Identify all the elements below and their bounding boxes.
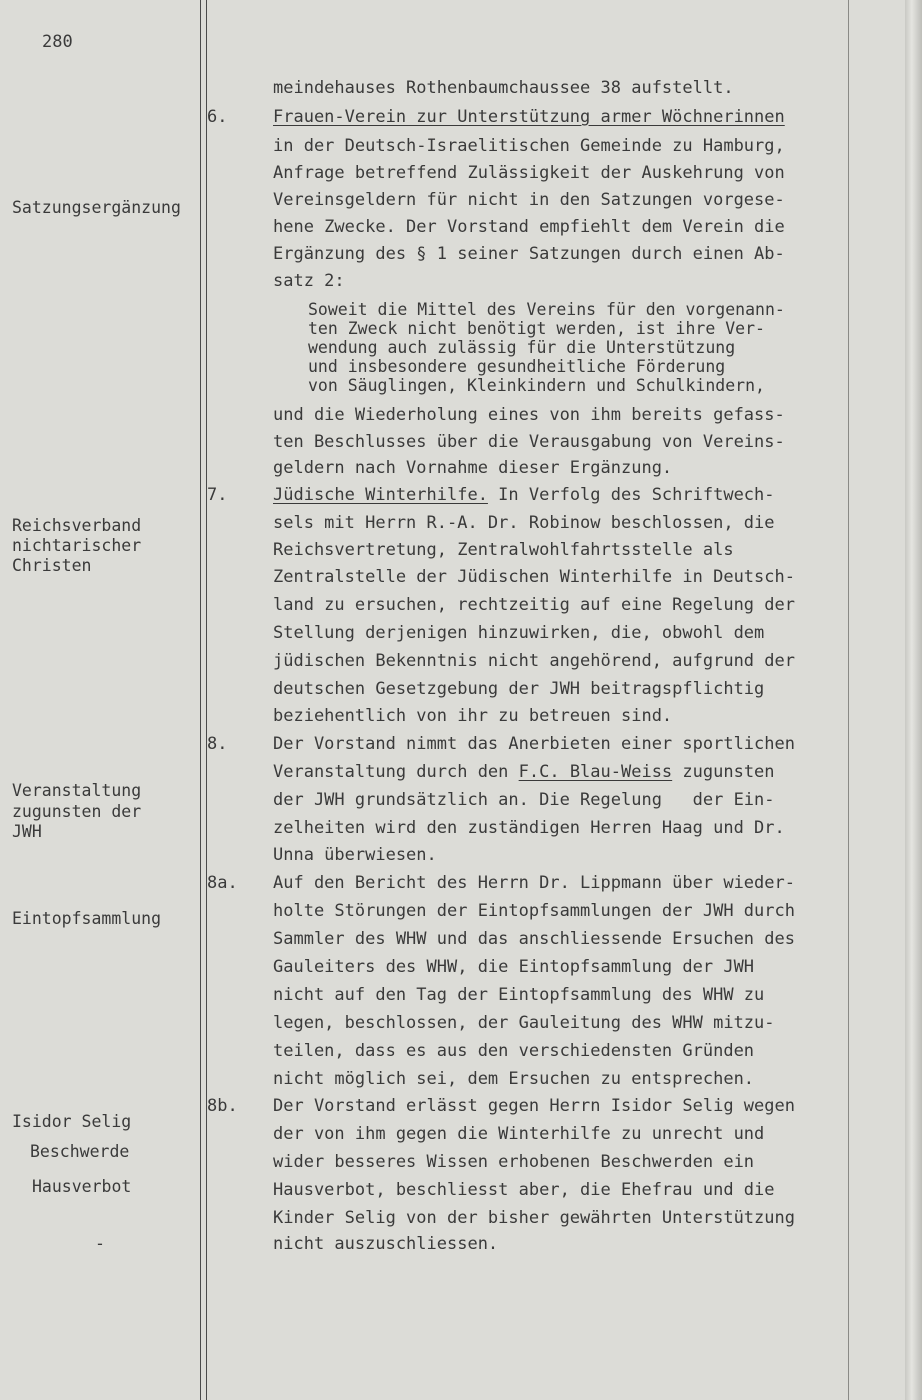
margin-note-jwh: JWH [12,822,42,841]
text-line: Auf den Bericht des Herrn Dr. Lippmann über wieder- [273,873,795,893]
text-line: zelheiten wird den zuständigen Herren Haag und Dr. [273,818,785,838]
item-number-8: 8. [207,734,228,754]
margin-note-veranstaltung: Veranstaltung [12,781,142,800]
page-edge [905,0,922,1400]
text-line: nicht auf den Tag der Eintopfsammlung des WHW zu [273,985,765,1005]
text-line: land zu ersuchen, rechtzeitig auf eine Regelung der [273,595,795,615]
text-line: ten Beschlusses über die Verausgabung von Vereins- [273,432,785,452]
text-line: Gauleiters des WHW, die Eintopfsammlung der JWH [273,957,755,977]
item-7-text: In Verfolg des Schriftwech- [487,485,775,505]
text-line: jüdischen Bekenntnis nicht angehörend, aufgrund der [273,651,795,671]
item-7-line [273,482,775,508]
text-line: beziehentlich von ihr zu betreuen sind. [273,706,673,726]
text-line: Vereinsgeldern für nicht in den Satzungen vorgese- [273,190,785,210]
item-6-heading: Frauen-Verein zur Unterstützung armer Wöchnerinnen [273,107,785,127]
margin-note-isidor-selig: Isidor Selig [12,1112,132,1131]
item-number-7: 7. [207,485,228,505]
text-line: Der Vorstand nimmt das Anerbieten einer sportlichen [273,734,795,754]
text-line: in der Deutsch-Israelitischen Gemeinde zu Hamburg, [273,136,785,156]
text-line: Reichsvertretung, Zentralwohlfahrtsstelle als [273,540,734,560]
text-line: der JWH grundsätzlich an. Die Regelung der Ein- [273,790,775,810]
text-line: und die Wiederholung eines von ihm bereits gefass- [273,405,785,425]
item-8-line [273,759,775,785]
text-span: Veranstaltung durch den [273,762,519,782]
item-7-heading: Jüdische Winterhilfe. [273,485,488,505]
text-line: Hausverbot, beschliesst aber, die Ehefrau und die [273,1180,775,1200]
margin-note-christen: Christen [12,556,92,575]
text-line: meindehauses Rothenbaumchaussee 38 aufstellt. [273,78,734,98]
margin-note-beschwerde: Beschwerde [30,1142,130,1161]
quoted-line: wendung auch zulässig für die Unterstützung [308,338,736,357]
page-number: 280 [42,32,73,52]
text-line: nicht auszuschliessen. [273,1234,499,1254]
text-line: teilen, dass es aus den verschiedensten Gründen [273,1041,755,1061]
text-line: Zentralstelle der Jüdischen Winterhilfe in Deutsch- [273,567,795,587]
margin-note-dash: - [95,1234,105,1253]
margin-rule-right [206,0,207,1400]
text-line: holte Störungen der Eintopfsammlungen der JWH durch [273,901,795,921]
text-line: geldern nach Vornahme dieser Ergänzung. [273,458,673,478]
quoted-line: Soweit die Mittel des Vereins für den vorgenann- [308,300,785,319]
page-edge-line [848,0,849,1400]
text-line: satz 2: [273,271,345,291]
quoted-line: und insbesondere gesundheitliche Förderung [308,357,726,376]
text-line: deutschen Gesetzgebung der JWH beitragspflichtig [273,679,765,699]
margin-rule-left [200,0,201,1400]
margin-note-reichsverband: Reichsverband [12,516,142,535]
margin-note-nichtarischer: nichtarischer [12,536,142,555]
text-line: Anfrage betreffend Zulässigkeit der Auskehrung von [273,163,785,183]
text-line: nicht möglich sei, dem Ersuchen zu entsprechen. [273,1069,755,1089]
text-line: hene Zwecke. Der Vorstand empfiehlt dem Verein die [273,217,785,237]
text-line: Ergänzung des § 1 seiner Satzungen durch einen Ab- [273,244,785,264]
text-line: Unna überwiesen. [273,845,437,865]
quoted-line: von Säuglingen, Kleinkindern und Schulkindern, [308,376,765,395]
text-line: der von ihm gegen die Winterhilfe zu unrecht und [273,1124,765,1144]
text-span: zugunsten [672,762,775,782]
margin-note-zugunsten: zugunsten der [12,802,142,821]
margin-note-satzungsergaenzung: Satzungsergänzung [12,198,181,217]
text-line: sels mit Herrn R.-A. Dr. Robinow beschlossen, die [273,513,775,533]
margin-note-hausverbot: Hausverbot [32,1177,132,1196]
club-name: F.C. Blau-Weiss [518,762,673,782]
text-line: wider besseres Wissen erhobenen Beschwerden ein [273,1152,755,1172]
text-line: Der Vorstand erlässt gegen Herrn Isidor Selig wegen [273,1096,795,1116]
quoted-line: ten Zweck nicht benötigt werden, ist ihre Ver- [308,319,765,338]
text-line: legen, beschlossen, der Gauleitung des WHW mitzu- [273,1013,775,1033]
text-line: Kinder Selig von der bisher gewährten Unterstützung [273,1208,795,1228]
item-number-8a: 8a. [207,873,238,893]
item-number-6: 6. [207,107,228,127]
margin-note-eintopfsammlung: Eintopfsammlung [12,909,162,928]
text-line: Sammler des WHW und das anschliessende Ersuchen des [273,929,795,949]
item-number-8b: 8b. [207,1096,238,1116]
text-line: Stellung derjenigen hinzuwirken, die, obwohl dem [273,623,765,643]
